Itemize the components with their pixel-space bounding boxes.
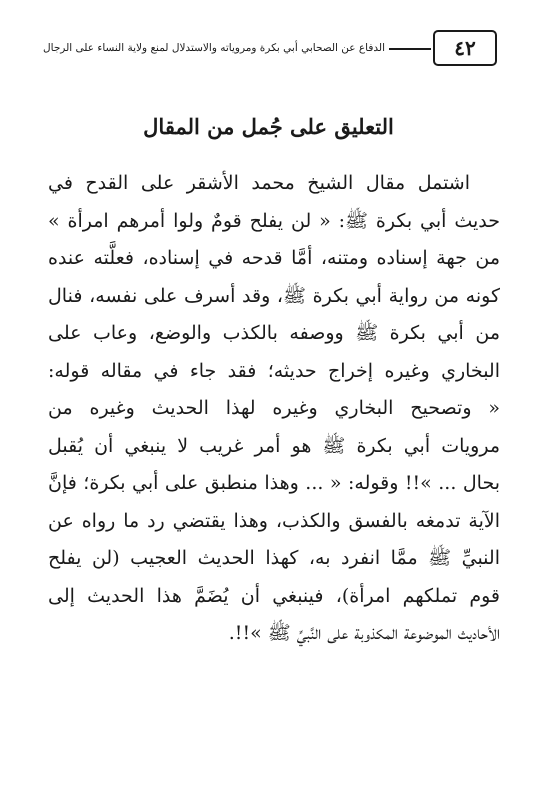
running-header — [40, 28, 497, 68]
body-line: البخاري وغيره إخراج حديثه؛ فقد جاء في مقاله قوله: — [48, 359, 500, 382]
body-line: النبيِّ ﷺ ممَّا انفرد به، كهذا الحديث العجيب (لن يفلح — [48, 547, 500, 569]
body-line: بحال ... »!! وقوله: « ... وهذا منطبق على أبي بكرة؛ فإنَّ — [48, 472, 500, 494]
body-line: كونه من رواية أبي بكرة ﷺ، وقد أسرف على نفسه، فنال — [48, 284, 500, 307]
body-line: اشتمل مقال الشيخ محمد الأشقر على القدح في — [48, 172, 470, 194]
body-line: « وتصحيح البخاري وغيره لهذا الحديث وغيره من — [48, 397, 500, 419]
body-line: من جهة إسناده ومتنه، أمَّا قدحه في إسناده، فعلَّته عنده — [48, 247, 500, 269]
body-line: الأحاديث الموضوعة المكذوبة على النَّبيِّ ﷺ »!!. — [228, 622, 500, 644]
running-title: الدفاع عن الصحابي أبي بكرة ومروياته والاستدلال لمنع ولاية النساء على الرجال — [42, 42, 385, 54]
section-title: التعليق على جُمل من المقال — [143, 114, 394, 139]
body-line: حديث أبي بكرة ﷺ: « لن يفلح قومٌ ولوا أمرهم امرأة » — [48, 209, 500, 232]
body-line: من أبي بكرة ﷺ ووصفه بالكذب والوضع، وعاب على — [48, 322, 500, 344]
page-number: ٤٢ — [433, 30, 497, 66]
body-line: مرويات أبي بكرة ﷺ هو أمر غريب لا ينبغي أن يُقبل — [48, 434, 500, 457]
body-text — [48, 165, 500, 653]
header-rule — [389, 48, 431, 50]
body-line: قوم تملكهم امرأة)، فينبغي أن يُضَمَّ هذا الحديث إلى — [48, 584, 500, 607]
body-line: الآية تدمغه بالفسق والكذب، وهذا يقتضي رد ما رواه عن — [48, 509, 500, 532]
